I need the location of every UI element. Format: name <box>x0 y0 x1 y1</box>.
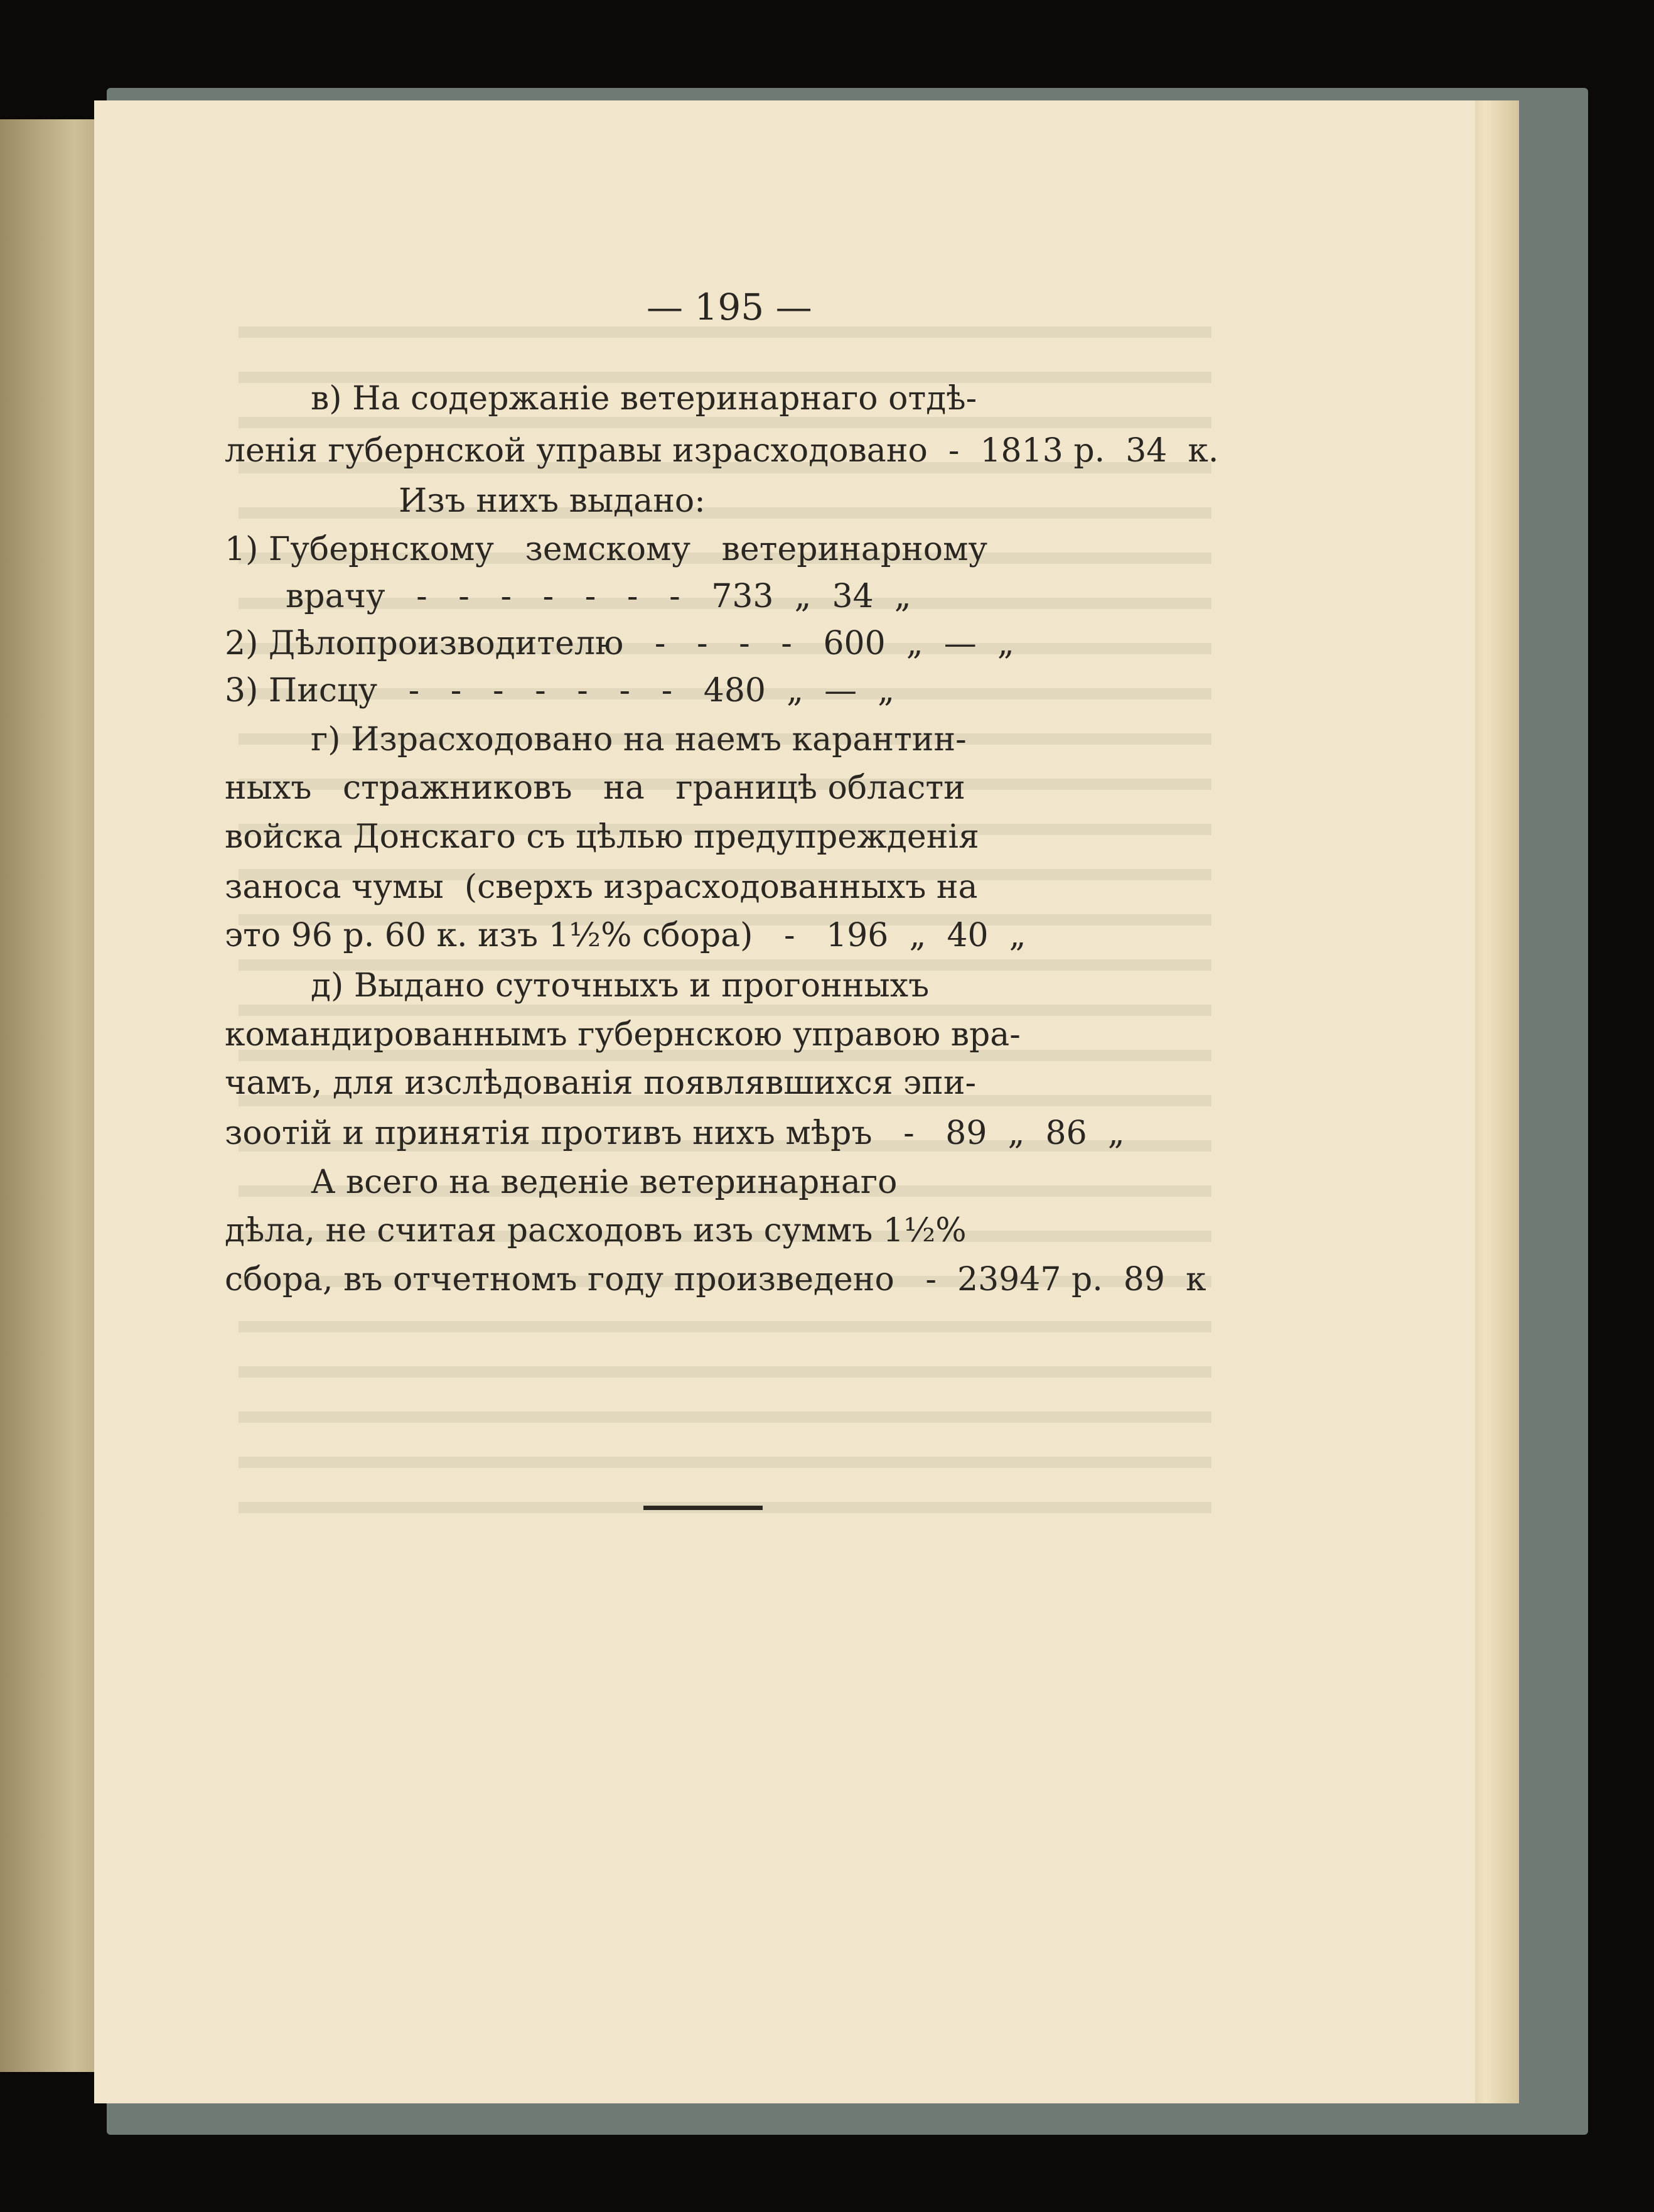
text-line: д) Выдано суточныхъ и прогонныхъ <box>311 967 930 1005</box>
text-line: А всего на веденіе ветеринарнаго <box>311 1163 898 1201</box>
text-line: командированнымъ губернскою управою вра- <box>225 1016 1021 1054</box>
page-number: — 195 — <box>647 286 812 328</box>
text-line: г) Израсходовано на наемъ карантин- <box>311 721 967 758</box>
text-line: 3) Писцу - - - - - - - 480 „ — „ <box>225 672 895 709</box>
text-line: заноса чумы (сверхъ израсходованныхъ на <box>225 868 978 906</box>
text-line: ныхъ стражниковъ на границѣ области <box>225 769 965 807</box>
left-page-edge <box>0 119 107 2072</box>
text-line: Изъ нихъ выдано: <box>399 482 706 520</box>
text-line: в) На содержаніе ветеринарнаго отдѣ- <box>311 380 977 418</box>
text-line: ленія губернской управы израсходовано - 1813 р. 34 к. <box>225 432 1219 470</box>
text-line: это 96 р. 60 к. изъ 1½% сбора) - 196 „ 40 „ <box>225 917 1026 954</box>
text-line: 2) Дѣлопроизводителю - - - - 600 „ — „ <box>225 625 1014 662</box>
text-line: дѣла, не считая расходовъ изъ суммъ 1½% <box>225 1212 967 1249</box>
text-line: 1) Губернскому земскому ветеринарному <box>225 531 988 568</box>
text-line: зоотій и принятія противъ нихъ мѣръ - 89 „ 86 „ <box>225 1114 1125 1152</box>
text-line: войска Донскаго съ цѣлью предупрежденія <box>225 818 979 856</box>
text-line: сбора, въ отчетномъ году произведено - 23947 р. 89 к <box>225 1261 1206 1298</box>
text-line: врачу - - - - - - - 733 „ 34 „ <box>286 578 911 615</box>
end-rule <box>643 1506 763 1510</box>
text-line: чамъ, для изслѣдованія появлявшихся эпи- <box>225 1064 977 1102</box>
